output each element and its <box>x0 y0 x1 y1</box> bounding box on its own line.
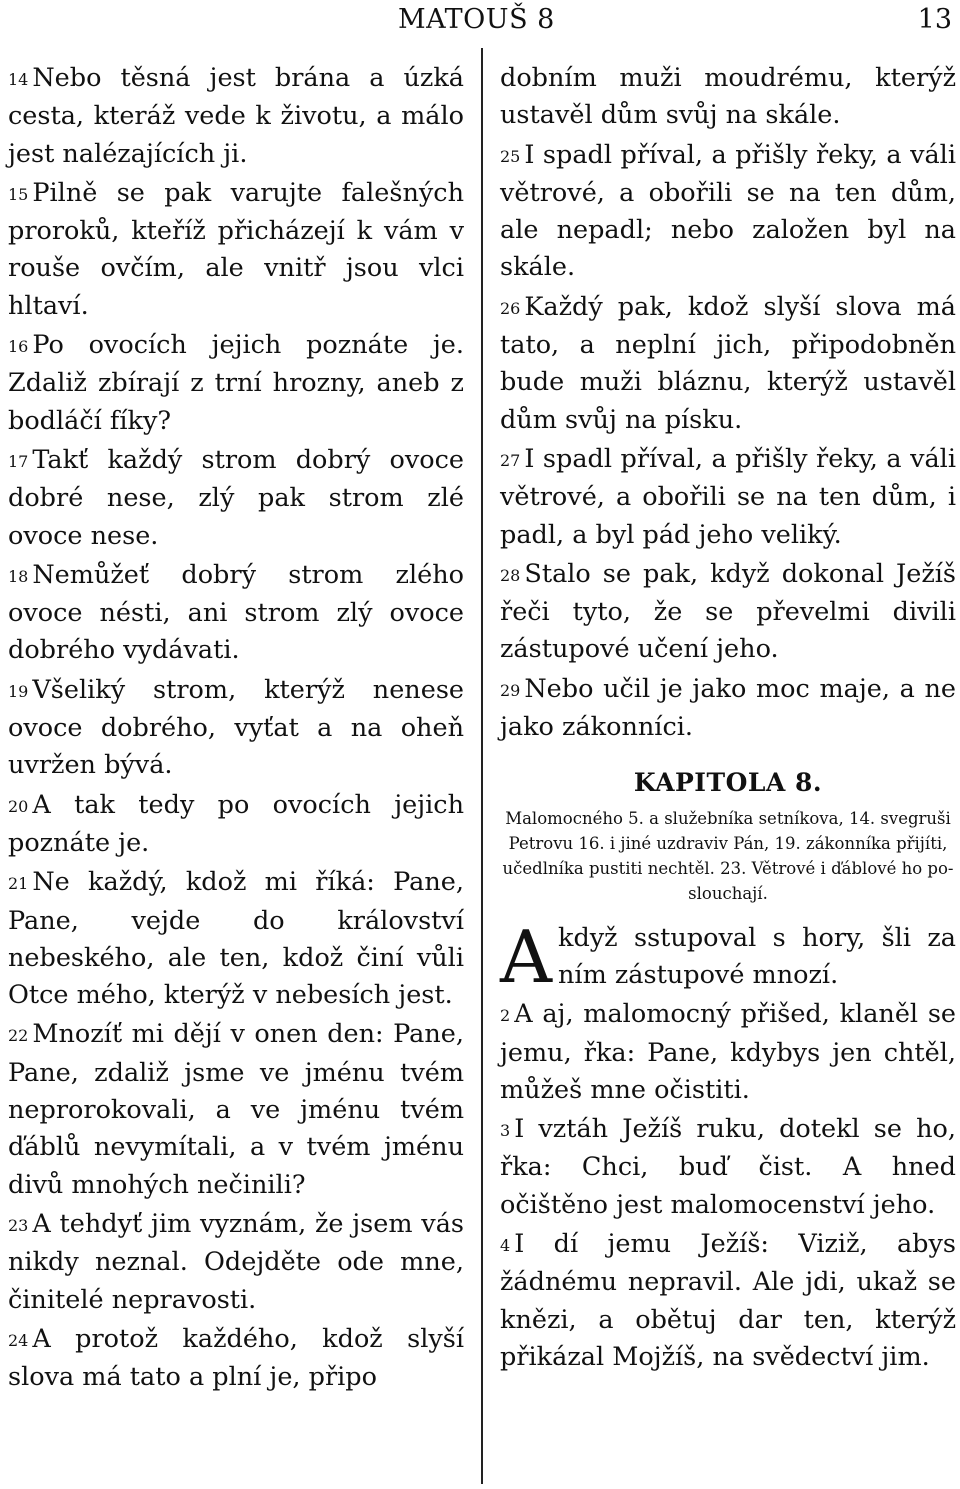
verse <box>500 1226 956 1376</box>
verse <box>8 60 464 173</box>
verse-text: Nebo těsná jest brána a úzká cesta, kteráž vede k životu, a málo jest nalézajících ji. <box>8 63 464 169</box>
running-title: MATOUŠ 8 <box>398 4 555 35</box>
drop-cap: A <box>500 914 552 999</box>
verse <box>500 996 956 1109</box>
verse-number: 16 <box>8 337 29 357</box>
left-column <box>8 60 464 1398</box>
verse-text: I vztáh Ježíš ruku, dotekl se ho, řka: Chci, buď čist. A hned očištěno jest malomocenství jeho. <box>500 1114 956 1220</box>
verse-text: Nemůžeť dobrý strom zlého ovoce nésti, ani strom zlý ovoce dobrého vydávati. <box>8 559 464 666</box>
chapter-heading: KAPITOLA 8. <box>633 768 823 798</box>
verse-text: Takť každý strom dobrý ovoce dobré nese, zlý pak strom zlé ovoce nese. <box>8 444 464 551</box>
verse <box>8 1321 464 1397</box>
verse-number: 17 <box>8 451 29 471</box>
verse-number: 25 <box>500 146 521 166</box>
verse <box>8 864 464 1014</box>
verse <box>500 556 956 669</box>
verse-number: 26 <box>500 298 521 318</box>
verse-text: A aj, malomocný přišed, klaněl se jemu, řka: Pane, kdybys jen chtěl, můžeš mne očistiti. <box>500 999 956 1105</box>
verse-text: I spadl příval, a přišly řeky, a váli větrové, a obořili se na ten dům, ale nepadl; nebo založen byl na skále. <box>500 139 956 283</box>
verse-text: I dí jemu Ježíš: Viziž, abys žádnému nepravil. Ale jdi, ukaž se knězi, a obětuj dar ten, kterýž přikázal Mojžíš, na svědectví jim. <box>500 1229 956 1372</box>
verse-number: 14 <box>8 70 29 89</box>
verse-number: 15 <box>8 184 29 204</box>
verse-text: Všeliký strom, kterýž nenese ovoce dobrého, vyťat a na oheň uvržen bývá. <box>8 674 464 781</box>
verse <box>8 442 464 555</box>
verse-text: A protož každého, kdož slyší slova má tato a plní je, připo <box>8 1323 464 1393</box>
chapter-opening <box>500 914 956 999</box>
verse <box>8 672 464 785</box>
verse-continuation <box>500 60 956 135</box>
verse-text: Nebo učil je jako moc maje, a ne jako zákonníci. <box>500 673 956 743</box>
verse-number: 23 <box>8 1215 29 1235</box>
verse-number: 21 <box>8 874 29 894</box>
verse-text: dobním muži moudrému, kterýž ustavěl dům svůj na skále. <box>500 63 956 131</box>
verse-number: 22 <box>8 1026 29 1046</box>
verse <box>8 557 464 670</box>
opening-text: když sstupoval s hory, šli za ním zástupové mnozí. <box>558 922 956 990</box>
verse <box>8 175 464 325</box>
chapter-summary: Malomocného 5. a služebníka setníkova, 14. svegruši Petrovu 16. i jiné uzdraviv Pán, 19. zákonníka přijíti, učedlníka pustiti nechtěl. 23. Větrové i ďáblové ho poslouchají. <box>502 808 954 903</box>
verse <box>8 1016 464 1203</box>
verse <box>8 327 464 440</box>
verse-text: Ne každý, kdož mi říká: Pane, Pane, vejde do království nebeského, ale ten, kdož činí vůli Otce mého, kterýž v nebesích jest. <box>8 867 464 1011</box>
verse-number: 28 <box>500 565 521 585</box>
verse-text: A tehdyť jim vyznám, že jsem vás nikdy neznal. Odejděte ode mne, činitelé nepravosti. <box>8 1208 464 1315</box>
verse-text: Pilně se pak varujte falešných proroků, kteříž přicházejí k vám v rouše ovčím, ale vnitř jsou vlci hltaví. <box>8 177 464 321</box>
verse <box>500 1111 956 1224</box>
verse-number: 18 <box>8 566 29 586</box>
verse-number: 4 <box>500 1236 511 1256</box>
page-number: 13 <box>917 4 952 35</box>
verse-text: Mnozíť mi dějí v onen den: Pane, Pane, zdaliž jsme ve jménu tvém neprorokovali, a ve jménu tvém ďáblů nevymítali, a v tvém jménu divů mnohých nečinili? <box>8 1019 464 1200</box>
verse-number: 24 <box>8 1330 29 1350</box>
verse-text: Každý pak, kdož slyší slova má tato, a neplní jich, připodobněn bude muži bláznu, kterýž ustavěl dům svůj na písku. <box>500 291 956 435</box>
verse <box>8 1206 464 1319</box>
verse-text: Po ovocích jejich poznáte je. Zdaliž zbírají z trní hrozny, aneb z bodláčí fíky? <box>8 330 464 436</box>
right-column <box>500 60 956 1378</box>
page-header <box>0 4 960 40</box>
verse-text: I spadl příval, a přišly řeky, a váli větrové, a obořili se na ten dům, i padl, a byl pád jeho veliký. <box>500 443 956 550</box>
verse <box>500 441 956 554</box>
verse-text: A tak tedy po ovocích jejich poznáte je. <box>8 789 464 858</box>
verse <box>500 289 956 439</box>
column-divider <box>481 48 483 1484</box>
verse-number: 27 <box>500 450 521 470</box>
verse-number: 29 <box>500 680 521 700</box>
verse-number: 2 <box>500 1006 511 1026</box>
verse <box>500 137 956 287</box>
verse <box>8 787 464 863</box>
verse-text: Stalo se pak, když dokonal Ježíš řeči tyto, že se převelmi divili zástupové učení jeho. <box>500 558 956 665</box>
verse-number: 20 <box>8 796 29 816</box>
verse <box>500 671 956 747</box>
verse-number: 3 <box>500 1121 511 1141</box>
verse-number: 19 <box>8 681 29 701</box>
